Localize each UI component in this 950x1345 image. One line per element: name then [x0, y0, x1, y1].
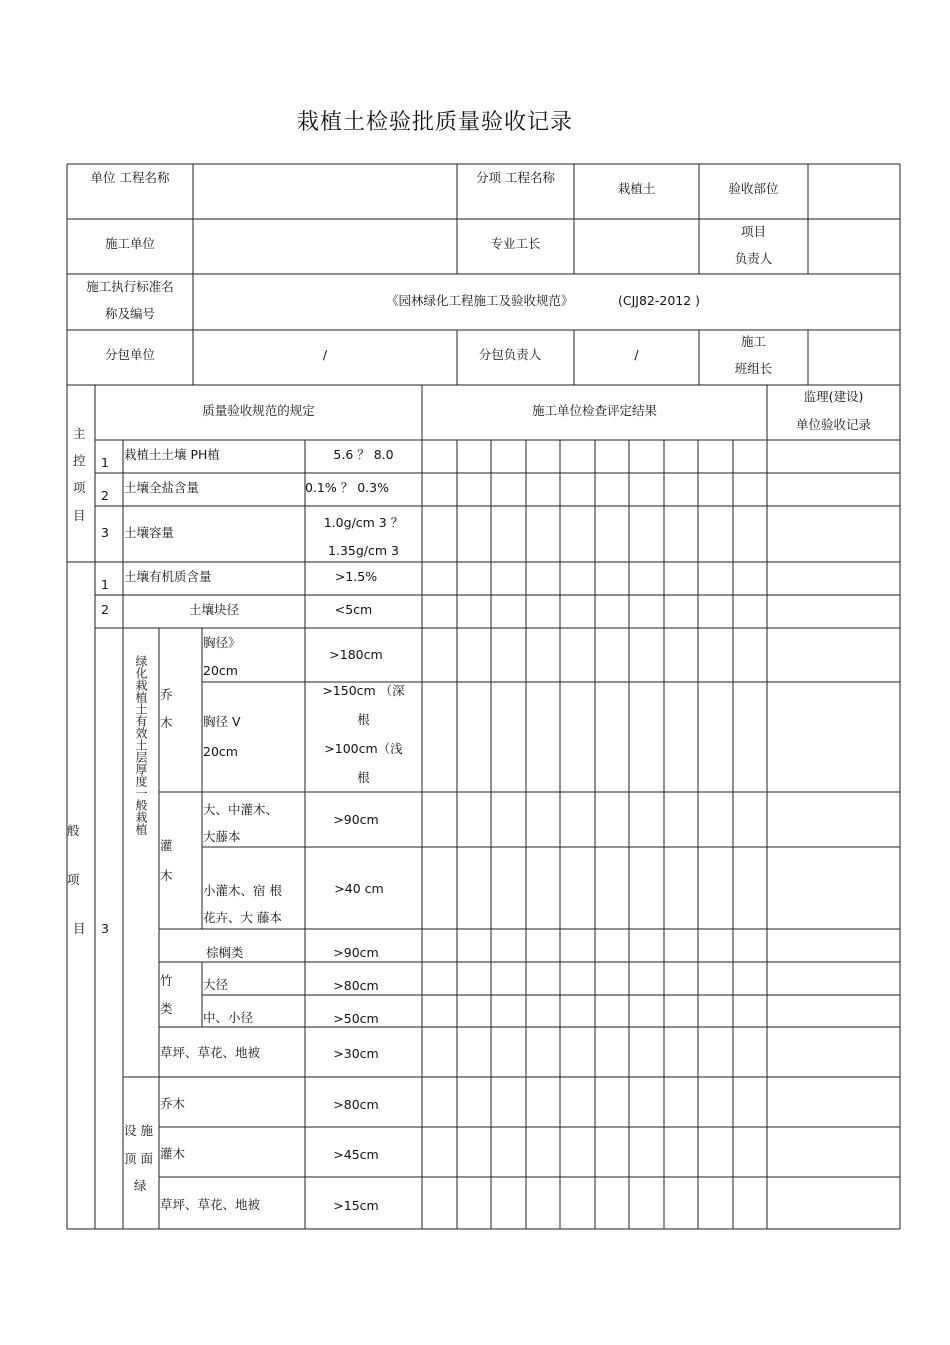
bamboo-r1-item: 大径	[203, 977, 229, 992]
foreman-label: 专业工长	[490, 236, 541, 251]
standard-code: (CJJ82-2012 )	[618, 293, 701, 308]
general-row-value: >1.5%	[334, 569, 378, 584]
tree-label-line1: 乔	[160, 687, 173, 702]
sub-manager-label: 分包负责人	[478, 347, 542, 362]
construction-unit-label: 施工单位	[104, 236, 155, 251]
tree-r1-line2: 20cm	[203, 663, 238, 678]
main-row-item: 土壤容量	[124, 525, 175, 540]
general-row-item: 土壤有机质含量	[124, 569, 212, 584]
sub-project-name-label: 分项 工程名称	[476, 170, 555, 185]
general-items-label-char: 项	[67, 872, 80, 887]
supervisor-column-header-line1: 监理(建设)	[803, 389, 864, 404]
facility-row-item: 灌木	[160, 1146, 186, 1161]
shrub-r2-line1: 小灌木、宿 根	[203, 883, 282, 898]
tree-r2-value: >150cm （深	[322, 683, 405, 698]
subcontractor-value: /	[322, 347, 328, 362]
bamboo-r1-value: >80cm	[333, 978, 379, 993]
shrub-r2-line2: 花卉、大 藤本	[203, 910, 282, 925]
facility-row-item: 草坪、草花、地被	[160, 1197, 261, 1212]
main-row-item: 栽植土土壤 PH植	[124, 447, 220, 462]
lawn-value: >30cm	[333, 1046, 379, 1061]
general-row-number: 1	[101, 577, 109, 592]
general-row-item: 土壤块径	[188, 602, 239, 617]
bamboo-label-line2: 类	[160, 1001, 173, 1016]
tree-r2-line2: 20cm	[203, 744, 238, 759]
main-row-value: 5.6 ？ 8.0	[333, 447, 394, 462]
tree-r2-value: 根	[357, 712, 370, 727]
group-b-label-line3: 绿	[134, 1178, 147, 1193]
shrub-r2-value: >40 cm	[334, 881, 384, 896]
tree-r2-value: 根	[357, 770, 370, 785]
result-column-header: 施工单位检查评定结果	[531, 403, 657, 418]
tree-label-line2: 木	[160, 715, 173, 730]
supervisor-column-header-line2: 单位验收记录	[795, 417, 871, 432]
main-row-number: 1	[101, 455, 109, 470]
standard-label-line2: 称及编号	[104, 306, 155, 321]
spec-column-header: 质量验收规范的规定	[202, 403, 315, 418]
unit-project-name-label: 单位 工程名称	[90, 170, 170, 185]
facility-row-value: >45cm	[333, 1147, 379, 1162]
main-row-item: 土壤全盐含量	[124, 480, 200, 495]
main-row-number: 3	[101, 525, 109, 540]
shrub-r1-value: >90cm	[333, 812, 379, 827]
general-row-number: 2	[101, 602, 109, 617]
sub-project-value: 栽植土	[617, 181, 656, 196]
main-items-label-char: 控	[73, 453, 86, 468]
bamboo-r2-value: >50cm	[333, 1011, 379, 1026]
standard-label-line1: 施工执行标准名	[86, 279, 174, 294]
palm-value: >90cm	[333, 945, 379, 960]
facility-row-value: >80cm	[333, 1097, 379, 1112]
main-row-value: 0.1% ？ 0.3%	[305, 480, 389, 495]
inspection-part-label: 验收部位	[728, 181, 779, 196]
project-manager-label-line2: 负责人	[734, 251, 773, 266]
main-items-label-char: 项	[73, 480, 86, 495]
general-items-label-char: 目	[73, 921, 86, 936]
main-row-number: 2	[101, 488, 109, 503]
group-b-label-line2: 顶 面	[124, 1151, 153, 1166]
subcontractor-label: 分包单位	[104, 347, 155, 362]
main-items-label-char: 主	[73, 426, 86, 441]
palm-item: 棕榈类	[206, 945, 244, 960]
team-leader-label-line2: 班组长	[734, 361, 773, 376]
group-b-label-line1: 设 施	[124, 1123, 153, 1138]
shrub-r1-line1: 大、中灌木、	[203, 802, 279, 817]
general-items-label-char: 般	[67, 823, 80, 838]
group-a-label: 绿化栽植土有效土层厚度一般栽植	[134, 655, 148, 835]
facility-row-item: 乔木	[160, 1096, 186, 1111]
facility-row-value: >15cm	[333, 1198, 379, 1213]
shrub-r1-line2: 大藤本	[203, 829, 241, 844]
team-leader-label-line1: 施工	[740, 334, 766, 349]
bamboo-label-line1: 竹	[160, 973, 173, 988]
shrub-label-line1: 灌	[160, 838, 173, 853]
tree-r2-line1: 胸径 V	[203, 714, 241, 729]
general-row-number: 3	[101, 921, 109, 936]
project-manager-label-line1: 项目	[740, 224, 766, 239]
tree-r1-line1: 胸径》	[203, 635, 241, 650]
page-title: 栽植土检验批质量验收记录	[296, 110, 573, 135]
shrub-label-line2: 木	[160, 868, 173, 883]
standard-value: 《园林绿化工程施工及验收规范》	[386, 293, 574, 308]
main-row-value-line2: 1.35g/cm 3	[328, 543, 399, 558]
tree-r2-value: >100cm（浅	[324, 741, 403, 756]
main-items-label-char: 目	[73, 508, 86, 523]
sub-manager-value: /	[634, 347, 639, 362]
bamboo-r2-item: 中、小径	[203, 1010, 254, 1025]
main-row-value-line1: 1.0g/cm 3 ？	[323, 515, 404, 530]
general-row-value: <5cm	[334, 602, 373, 617]
tree-r1-value: >180cm	[329, 647, 383, 662]
lawn-item: 草坪、草花、地被	[160, 1045, 261, 1060]
